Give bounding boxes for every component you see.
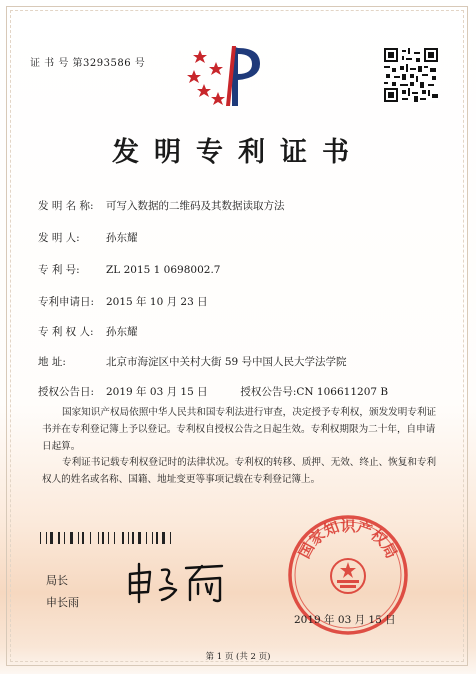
address-value: 北京市海淀区中关村大街 59 号中国人民大学法学院 xyxy=(106,356,347,368)
barcode-strip xyxy=(40,532,216,544)
svg-text:国家知识产权局 xyxy=(295,517,401,562)
statement-paragraph-2: 专利证书记载专利权登记时的法律状况。专利权的转移、质押、无效、终止、恢复和专利权人的姓名或名称、国籍、地址变更等事项记载在专利登记簿上。 xyxy=(42,457,437,485)
statement-paragraph-1: 国家知识产权局依照中华人民共和国专利法进行审查，决定授予专利权，颁发发明专利证书并在专利登记簿上予以登记。专利权自授权公告之日起生效。专利权期限为二十年，自申请日起算。 xyxy=(42,407,437,452)
address-row xyxy=(38,354,347,369)
inventor-value: 孙东耀 xyxy=(106,232,138,244)
handwritten-signature xyxy=(124,560,234,604)
filing-date-row xyxy=(38,294,208,309)
seal-text: 国家知识产权局 xyxy=(295,516,401,562)
address-label: 地 址: xyxy=(38,356,66,368)
seal-date: 2019 年 03 月 15 日 xyxy=(294,614,396,626)
invention-name-value: 可写入数据的二维码及其数据读取方法 xyxy=(106,200,285,212)
certificate-number: 证 书 号 第3293586 号 xyxy=(30,58,146,69)
filing-date-value: 2015 年 10 月 23 日 xyxy=(106,296,208,308)
grant-date-label: 授权公告日: xyxy=(38,386,95,398)
inventor-label: 发 明 人: xyxy=(38,232,80,244)
patentee-row xyxy=(38,324,138,339)
certificate-title: 发明专利证书 xyxy=(112,137,364,168)
director-name: 申长雨 xyxy=(46,596,79,609)
patent-number-label: 专 利 号: xyxy=(38,264,80,276)
qr-code-icon xyxy=(384,48,438,102)
page-number: 第 1 页 (共 2 页) xyxy=(205,652,271,662)
grant-row xyxy=(38,384,388,399)
filing-date-label: 专利申请日: xyxy=(38,296,95,308)
patentee-value: 孙东耀 xyxy=(106,326,138,338)
invention-name-label: 发 明 名 称: xyxy=(38,200,94,212)
patent-number-value: ZL 2015 1 0698002.7 xyxy=(106,264,221,276)
invention-name-row xyxy=(38,198,285,213)
grant-number-value: CN 106611207 B xyxy=(296,386,389,398)
cnipa-logo-icon xyxy=(186,40,270,112)
patent-number-row xyxy=(38,262,220,277)
grant-date-value: 2019 年 03 月 15 日 xyxy=(106,386,208,398)
patentee-label: 专 利 权 人: xyxy=(38,326,94,338)
director-title: 局长 xyxy=(46,574,68,587)
grant-number-label: 授权公告号: xyxy=(240,386,297,398)
inventor-row xyxy=(38,230,138,245)
